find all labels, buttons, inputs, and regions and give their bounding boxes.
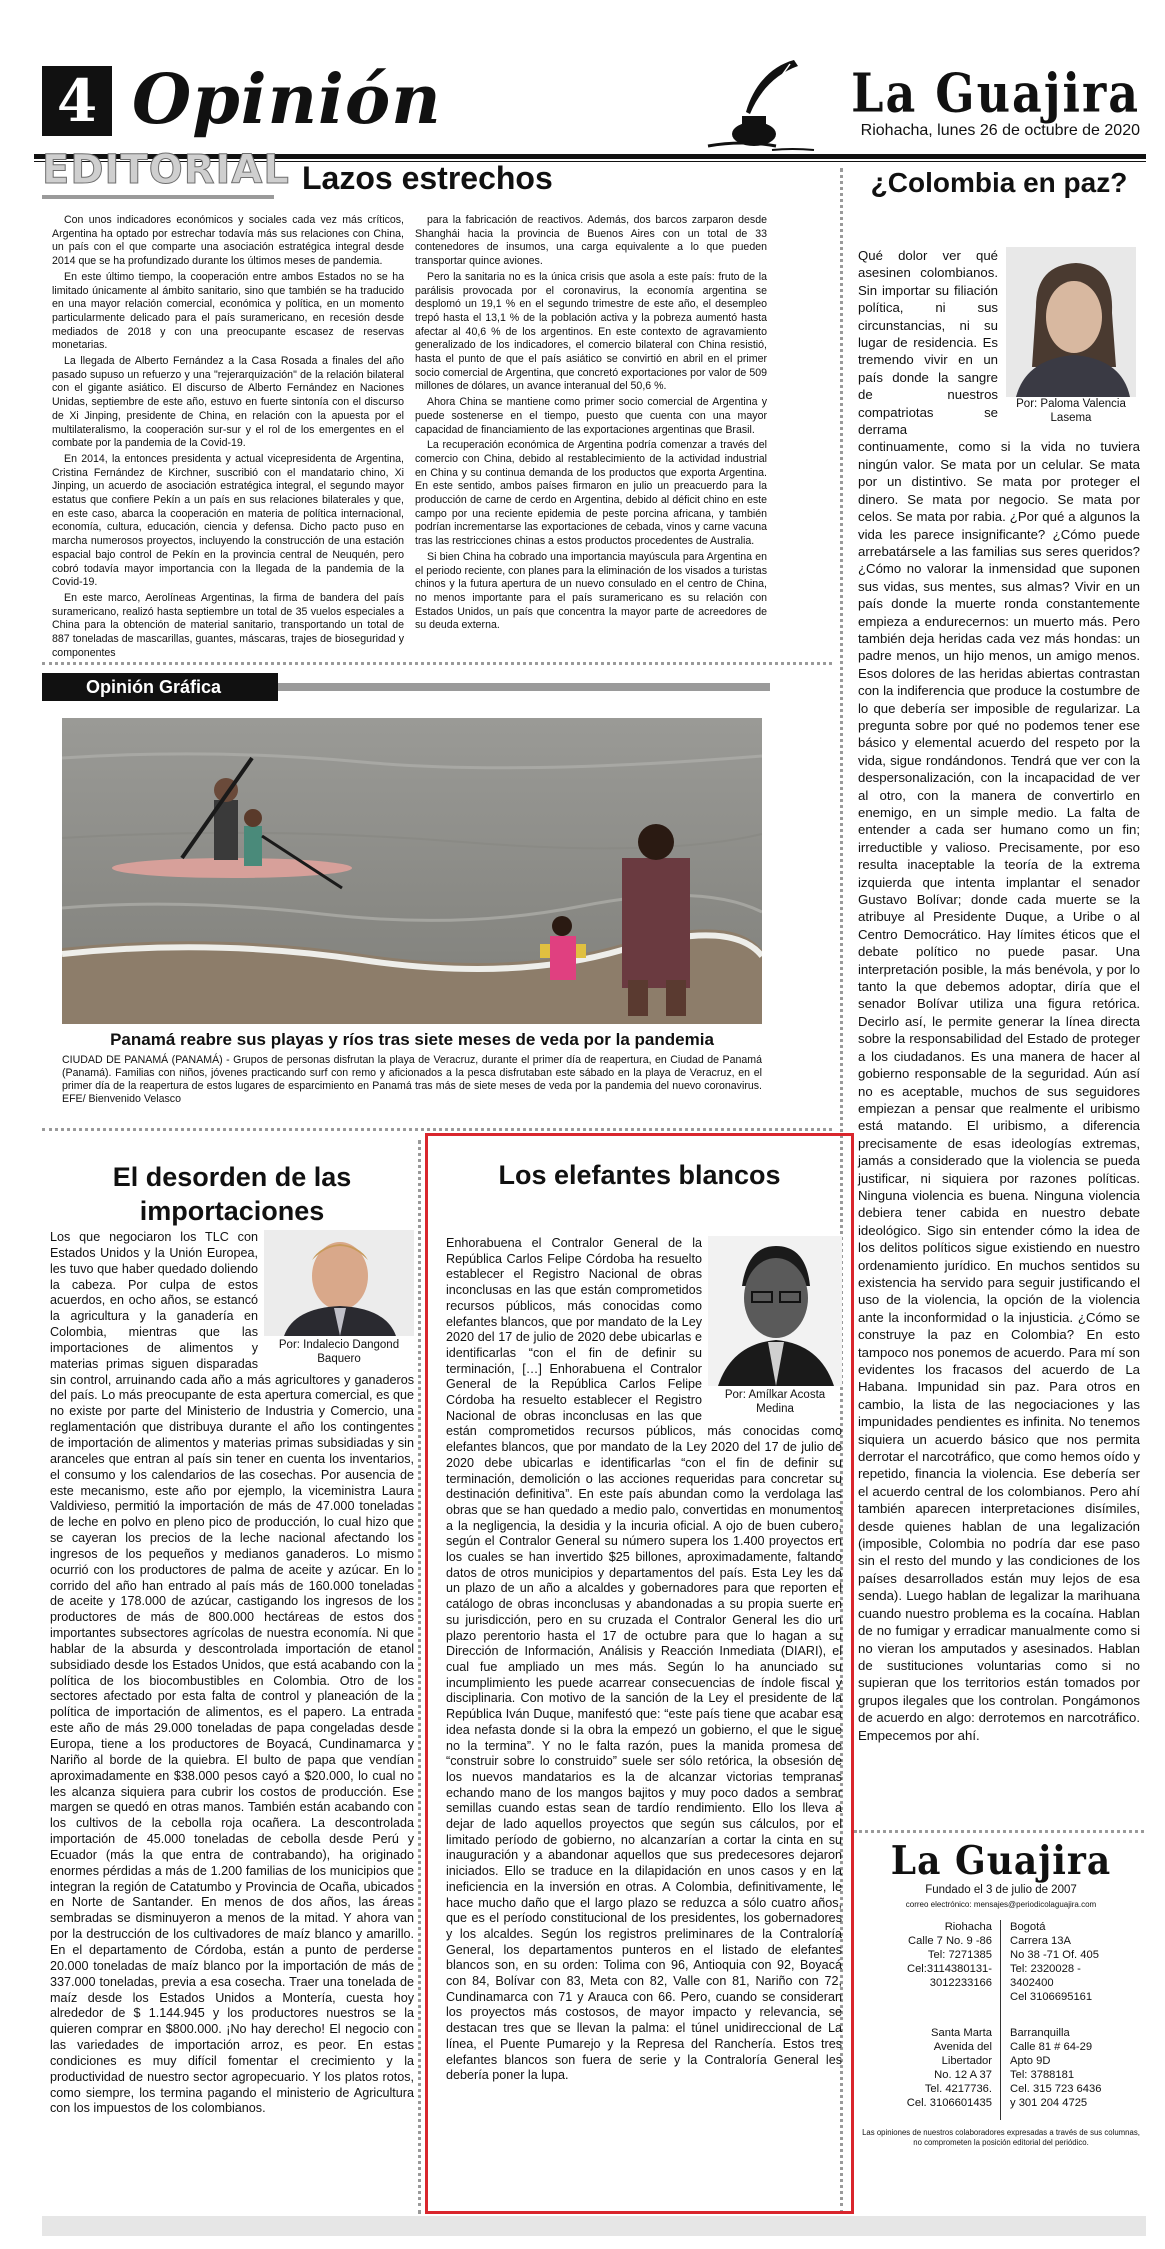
imprint-divider: [1000, 1920, 1001, 2120]
dateline: Riohacha, lunes 26 de octubre de 2020: [860, 122, 1140, 139]
author-photo-block: [708, 1236, 842, 1416]
office-line: Cel. 3106601435: [906, 2097, 992, 2109]
office-line: Tel: 3788181: [1010, 2069, 1075, 2081]
office-line: Cel. 315 723 6436: [1010, 2083, 1102, 2095]
paragraph: para la fabricación de reactivos. Además, dos barcos zarparon desde Shanghái hacia la provincia de Buenos Aires con un total de 33 contenedores de insumos, una carga equivalente a lo que pueden transportar quince aviones.: [415, 214, 767, 268]
office-line: Tel: 7271385: [927, 1949, 992, 1961]
paragraph: En este marco, Aerolíneas Argentinas, la firma de bandera del país suramericano, realizó hasta septiembre un total de 35 vuelos especiales a China para la obtención de material sanitario, transportando un total de 887 toneladas de mascarillas, guantes, máscaras, trajes de bioseguridad y componentes: [52, 591, 404, 659]
imprint-note: Las opiniones de nuestros colaboradores expresadas a través de sus columnas, no comprometen la posición editorial del periódico.: [862, 2128, 1140, 2147]
imprint-founded: Fundado el 3 de julio de 2007: [925, 1884, 1077, 1896]
office-line: No. 12 A 37: [934, 2069, 992, 2081]
colombia-paz-column: [858, 165, 1140, 1743]
office-line: Apto 9D: [1010, 2055, 1051, 2067]
office-line: 3012233166: [929, 1977, 992, 1989]
office-line: Tel. 4217736.: [924, 2083, 992, 2095]
column-body: [446, 1236, 842, 2084]
brand-logo: La Guajira: [851, 62, 1140, 125]
office-line: 3402400: [1010, 1977, 1054, 1989]
paragraph: Pero la sanitaria no es la única crisis que asola a este país: fruto de la parálisis provocada por el coronavirus, la economía argentina se desplomó un 19,1 % en el segundo trimestre de este año, el desempleo trepó hasta el 13,1 % de la población activa y la pobreza aumentó hasta afectar al 40,6 % de los argentinos. En este contexto de agravamiento generalizado de los indicadores, el comercio bilateral con China resistió, hasta el punto de que el país asiático se convirtió en abril en el primer socio comercial de Argentina, que concretó exportaciones por valor de 509 millones de dólares, un avance interanual del 50,6 %.: [415, 270, 767, 393]
column-body: [50, 1230, 414, 2117]
author-photo-block: [1006, 247, 1140, 425]
author-portrait: [264, 1230, 414, 1336]
opinion-grafica-bar: [42, 673, 770, 701]
beach-photo: [62, 718, 762, 1024]
paragraph: Con unos indicadores económicos y sociales cada vez más críticos, Argentina ha optado por estrechar todavía más sus relaciones con China, un país con el que comparte una asociación estratégica integral desde 2014 que se ha profundizado durante los últimos meses de pandemia.: [52, 214, 404, 268]
paragraph: Si bien China ha cobrado una importancia mayúscula para Argentina en el periodo reciente, con planes para la eliminación de los visados a turistas chinos y la futura apertura de un nuevo consulado en el centro de China, no menos importante para el país suramericano es su relación con Estados Unidos, un país que concentra la mayor parte de acreedores de su deuda externa.: [415, 550, 767, 632]
photo-title: Panamá reabre sus playas y ríos tras siete meses de veda por la pandemia: [110, 1030, 714, 1049]
office-line: y 301 204 4725: [1010, 2097, 1088, 2109]
office-city: Riohacha: [944, 1921, 992, 1933]
office-line: Avenida del: [933, 2041, 992, 2053]
column-separator: [418, 1140, 421, 2214]
opinion-grafica-label: Opinión Gráfica: [42, 673, 278, 701]
author-portrait: [708, 1236, 842, 1386]
office-city: Bogotá: [1010, 1921, 1046, 1933]
editorial-label: EDITORIAL: [42, 147, 290, 193]
author-photo-block: [264, 1230, 414, 1366]
author-caption: Por: Paloma Valencia Lasema: [1016, 398, 1126, 424]
author-caption: Por: Amílkar Acosta Medina: [724, 1389, 826, 1415]
office-santa-marta: [860, 2026, 992, 2110]
imprint-offices: [860, 1920, 1142, 2120]
column-text: Qué dolor ver qué asesinen colombianos. Sin importar su filiación política, ni sus circunstancias, ni su lugar de residencia. Es tremendo vivir en un país donde la sangre de nuestros compatriotas se derrama continuamente, como si la vida no tuviera ningún valor. Se mata por un celular. Se mata por un distintivo. Se mata por proteger el dinero. Se mata por negocio. Se mata por celos. Se mata por rabia. ¿Por qué a algunos la vida les parece insignificante? ¿Cómo puede arrebatársele a las familias sus seres queridos? ¿Cómo no valorar la inmensidad que suponen sus vidas, sus mentes, sus almas? Vivir en un país donde la muerte ronda constantemente empieza a endurecernos: un muerto más. Pero también deja heridas cada vez más hondas: un padre menos, un hijo menos, un amigo menos. Esos dolores de las heridas abiertas contrastan con la indiferencia que produce la costumbre de lo que debería ser imposible de regularizar. La pregunta sobre por qué no podemos tener ese básico y elemental acuerdo del respeto por la vida, sigue rondándonos. Tendrá que ver con la despersonalización, con la incapacidad de ver al otro, con la manera de convertirlo en enemigo, en un simple medio. La falta de entender a cada ser humano como un fin; irreductible y valioso. Precisamente, por eso resulta inaceptable la teoría de la extrema izquierda que intenta implantar el senador Gustavo Bolívar; donde cada muerte se la atribuye al Presidente Duque, a Uribe o al Centro Democrático. Hay límites éticos que el debate político no puede pasar. Una interpretación posible, la más benévola, y por lo tanto la que debemos adoptar, diría que el senador Bolívar utiliza una figura retórica. Decirlo así, le permite generar la línea directa sobre la responsabilidad del Estado de proteger a los ciudadanos. Es una manera de hacer al gobierno responsable de la seguridad. Aún así no es aceptable, muchos de sus seguidores empiezan a pensar que realmente el uribismo está matando. El uribismo, a diferencia precisamente de esas ideologías extremas, jamás a considerado que la violencia se pueda justificar, ni siquiera por razones políticas. Ninguna violencia es buena. Ninguna violencia debiera tener cabida en nuestro debate ideológico. Sigo sin entender cómo la idea de los delitos políticos sigue existiendo en nuestro ordenamiento jurídico. En muchos sentidos su existencia ha servido para seguir justificando el uso de la violencia, la opción de la violencia ante la inconformidad o la injusticia. ¿Cómo se construye la paz en Colombia? En esto tampoco nos ponemos de acuerdo. Para mí son evidentes los fracasos del acuerdo de La Habana. Impunidad sin paz. Para otros en cambio, la lista de las negociaciones y las impunidades pendientes es infinita. No tenemos siquiera un acuerdo básico que nos permita derrotar el narcotráfico, que como hemos oído y repetido, financia la violencia. Ese debería ser el acuerdo central de los colombianos. Pero ahí también aparecen interpretaciones disímiles, desde quienes hablan de una legalización (imposible, Colombia no podría dar ese paso sin el resto del mundo y las condiciones de los países desarrollados están muy lejos de esa senda). Luego hablan de legalizar la marihuana cuando nuestro problema es la cocaína. Hablan de no fumigar y erradicar manualmente como si no vieran los amputados y asesinados. Hablan de sustituciones voluntarias como si no supieran que los territorios están tomados por grupos ilegales que los controlan. Pongámonos de acuerdo en algo: derrotemos en narcotráfico. Empecemos por ahí.: [858, 248, 1140, 1743]
importaciones-column: [50, 1160, 414, 2116]
imprint-box: [860, 1837, 1142, 2170]
imprint-brand: La Guajira: [890, 1837, 1112, 1885]
section-separator: [42, 1128, 832, 1131]
column-title: El desorden de las importaciones: [112, 1162, 352, 1226]
office-line: Tel: 2320028 -: [1010, 1963, 1081, 1975]
imprint-email: correo electrónico: mensajes@periodicolaguajira.com: [905, 1900, 1097, 1909]
author-caption: Por: Indalecio Dangond Baquero: [278, 1339, 400, 1365]
office-city: Santa Marta: [931, 2027, 992, 2039]
section-separator: [42, 662, 832, 665]
author-portrait: [1006, 247, 1136, 397]
inkwell-quill-icon: [702, 56, 822, 156]
editorial-underline: [42, 195, 274, 199]
column-text: Enhorabuena el Contralor General de la República Carlos Felipe Córdoba ha resuelto establecer el Registro Nacional de obras inconclusas en las que están comprometidos recursos públicos, más conocidas como elefantes blancos, que por mandato de la Ley 2020 del 17 de julio de 2020 debe ubicarlas e identificarlas “con el fin de definir su terminación, […] Enhorabuena el Contralor General de la República Carlos Felipe Córdoba ha resuelto establecer el Registro Nacional de obras inconclusas en las que están comprometidos recursos públicos, más conocidas como elefantes blancos, que por mandato de la Ley 2020 del 17 de julio de 2020 debe ubicarlas e identificarlas “con el fin de definir su terminación, demolición o las acciones requeridas para concretar su destinación definitiva”. En este país abundan como la verdolaga las obras que se han quedado a medio palo, convertidas en monumentos a la negligencia, la desidia y la incuria oficial. A ojo de buen cubero, según el Contralor General su número supera los 1.400 proyectos en los cuales se han invertido $25 billones, aproximadamente, faltando datos de otros municipios y departamentos del país. Esta Ley les da un plazo de un año a alcaldes y gobernadores para que reporten el catálogo de obras inconclusas y abandonadas a su propia suerte en su jurisdicción, pero en su cruzada el Contralor General les dio un plazo perentorio hasta el 17 de octubre para que lo hagan a su Dirección de Información, Análisis y Reacción Inmediata (DIARI), el cual fue ampliado un mes más. Según lo ha anunciado su incumplimiento les puede acarrear consecuencias de índole fiscal y disciplinaria. Con motivo de la sanción de la Ley el presidente de la República Iván Duque, manifestó que: “este país tiene que acabar esa idea nefasta donde si la obra la empezó un gobierno, el que le sigue no la termina”. Y no le falta razón, pues la manida promesa de “construir sobre lo construido” suele ser sólo retórica, la obsesión de los nuevos mandatarios es la de alcanzar victorias tempranas echando mano de los mangos bajitos y muy poco dados a sembrar semillas cuando estas sean de tardío rendimiento. Ello los lleva a dejar de lado aquellos proyectos que según sus cálculos, por el limitado período de gobierno, no alcanzarían a cortar la cinta en su inauguración y a abandonar aquellos que sus predecesores dejaron iniciados. Ello se traduce en la dilapidación en unos casos y en la ineficiencia en la inversión en otras. A Colombia, definitivamente, le hace mucho daño que el largo plazo se reduzca a sólo cuatro años, que es el período constitucional de los presidentes, los gobernadores y los alcaldes. Según los registros preliminares de la Contraloría General, los departamentos punteros en el listado de elefantes blancos son, en su orden: Tolima con 96, Antioquia con 92, Boyacá con 84, Bolívar con 83, Meta con 82, Valle con 81, Nariño con 72, Cundinamarca con 71 y Arauca con 66. Pero, cuando se consideran los proyectos más costosos, de mayor impacto y relevancia, se destacan tres que se llevan la palma: el túnel unidireccional de La línea, el Puente Pumarejo y la Represa del Ranchería. Estos tres elefantes blancos son fuera de serie y la Contraloría General les debería poner la lupa.: [446, 1236, 842, 2083]
office-city: Barranquilla: [1010, 2027, 1070, 2039]
column-title: Los elefantes blancos: [498, 1160, 781, 1190]
section-title: Opinión: [132, 60, 442, 140]
office-line: Cel 3106695161: [1010, 1991, 1093, 2003]
office-line: No 38 -71 Of. 405: [1010, 1949, 1099, 1961]
masthead: [34, 46, 1146, 154]
office-line: Cel:3114380131-: [906, 1963, 992, 1975]
page-footer-band: [42, 2216, 1146, 2236]
column-text: Los que negociaron los TLC con Estados Unidos y la Unión Europea, les tuvo que haber quedado doliendo la cabeza. Por culpa de estos acuerdos, en ocho años, se estancó la agricultura y la ganadería en Colombia, mientras que las importaciones de alimentos y materias primas siguen disparadas sin control, arruinando cada año a más agricultores y ganaderos del país. Lo más preocupante de esta apertura comercial, es que no existe por parte del Ministerio de Industria y Comercio, una reglamentación que distribuya durante el año los contingentes de importación de alimentos y materias primas subsidiadas y sin aranceles que entran al país sin tener en cuenta los inventarios, el consumo y los calendarios de las cosechas. Por ausencia de este mecanismo, este año por ejemplo, la viceministra Laura Valdivieso, permitió la importación de más de 47.000 toneladas de leche en polvo en pleno pico de producción, lo cual hizo que se cayeran los precios de la leche nacional afectando los ingresos de los pequeños y medianos ganaderos. Lo mismo ocurrió con los productores de palma de aceite y azúcar. En lo corrido del año han entrado al país más de 160.000 toneladas de aceite y 178.000 de azúcar, castigando los ingresos de los productores de más de 800.000 hectáreas de estos dos importantes subsectores agrícolas de nuestra economía. Ni que hablar de la absurda y descontrolada importación de etanol subsidiado desde los Estados Unidos, que está acabando con la política de los biocombustibles en Colombia. Otro de los sectores afectado por esta falta de control y planeación de la política de importación de alimentos, es el papero. La entrada este año de más 29.000 toneladas de papa congeladas desde Europa, tiene a los productores de Boyacá, Cundinamarca y Nariño al borde de la quiebra. El bulto de papa que vendían aproximadamente en $38.000 pesos cayó a $20.000, lo cual no les alcanza siquiera para cubrir los costos de producción. Ese margen se quedó en otras manos. También están acabando con los cultivos de la cebolla roja ocañera. La descontrolada importación de 45.000 toneladas de cebolla desde Perú y Ecuador (más la que entra de contrabando), ha originado enormes pérdidas a más de 1.200 familias de los municipios que integran la región de Catatumbo y Provincia de Ocaña, ubicados en Norte de Santander. En menos de dos años, las áreas sembradas se disminuyeron a menos de la mitad. Y ahora van por la destrucción de los cultivadores de maíz blanco y amarillo. En el departamento de Córdoba, están a punto de perderse 20.000 toneladas de maíz blanco por la importación de más de 337.000 toneladas, previa a esa cosecha. Traer una tonelada de maíz desde los Estados Unidos a Montería, cuesta hoy alrededor de $ 1.144.945 y los productores nuestros se la quieren comprar en $800.000. ¡No hay derecho! El negocio con las variedades de importación arroz, es peor. En estas condiciones es muy difícil fomentar el crecimiento y la productividad de nuestro sector agropecuario. Y los platos rotos, como siempre, los termina pagando el ministerio de Agricultura con los impuestos de los colombianos.: [50, 1230, 414, 2116]
editorial-column-2: [415, 214, 767, 635]
office-bogota: [1010, 1920, 1142, 2004]
paragraph: La llegada de Alberto Fernández a la Casa Rosada a finales del año pasado supuso un refuerzo y una "rejerarquización" de la relación bilateral con el gigante asiático. El discurso de Alberto Fernández en Naciones Unidas, septiembre de este año, estuvo en fuerte sintonía con el discurso de Xi Jinping, presidente de China, en relación con la apuesta por el multilateralismo, la cooperación sur-sur y el rol de los emergentes en el combate por la pandemia de la Covid-19.: [52, 355, 404, 450]
office-line: Calle 7 No. 9 -86: [908, 1935, 992, 1947]
office-line: Carrera 13A: [1010, 1935, 1071, 1947]
photo-caption: CIUDAD DE PANAMÁ (PANAMÁ) - Grupos de personas disfrutan la playa de Veracruz, durante el primer día de reapertura, en Ciudad de Panamá (Panamá). Familias con niños, jóvenes practicando surf con remo y aficionados a la pesca disfrutaban este sábado en la playa de Veracruz, en el primer día de la reapertura de estos lugares de esparcimiento en Panamá tras más de siete meses de veda por la pandemia del nuevo coronavirus. EFE/ Bienvenido Velasco: [62, 1054, 762, 1105]
elefantes-box: [425, 1133, 854, 2214]
opinion-grafica-rule: [278, 683, 770, 691]
column-title: ¿Colombia en paz?: [870, 167, 1128, 198]
office-barranquilla: [1010, 2026, 1142, 2110]
column-body: [858, 247, 1140, 1744]
section-separator: [854, 1830, 1144, 1833]
editorial-title: Lazos estrechos: [302, 160, 553, 196]
page-number: 4: [42, 66, 112, 136]
editorial-column-1: [52, 214, 404, 663]
office-riohacha: [860, 1920, 992, 1990]
paragraph: Ahora China se mantiene como primer socio comercial de Argentina y puede sostenerse en el tiempo, puesto que cuenta con una mayor capacidad de financiamiento de las exportaciones argentinas que Brasil.: [415, 396, 767, 436]
paragraph: En 2014, la entonces presidenta y actual vicepresidenta de Argentina, Cristina Fernández de Kirchner, suscribió con el mandatario chino, Xi Jinping, un acuerdo de asociación estratégica integral, el segundo mayor estatus que confiere Pekín a un país en sus relaciones bilaterales y que, en este caso, abarca la cooperación en materia de política internacional, economía, cultura, educación, ciencia y defensa. Dicho pacto puso en marcha numerosos proyectos, incluyendo la construcción de una estación espacial bajo control de Pekín en la provincia central de Neuquén, pero cobró todavía mayor importancia con la llegada de la pandemia de la Covid-19.: [52, 452, 404, 589]
office-line: Libertador: [941, 2055, 992, 2067]
paragraph: La recuperación económica de Argentina podría comenzar a través del comercio con China, debido al restablecimiento de la actividad industrial en China y su continua demanda de los productos que exporta Argentina. En este sentido, ambos países firmaron en julio un preacuerdo para la producción de carne de cerdo en Argentina, debido al déficit chino en este campo por una reciente epidemia de peste porcina africana, y también podrían incrementarse las exportaciones de cebada, vinos y carne vacuna tras las restricciones chinas a estos productos procedentes de Australia.: [415, 439, 767, 548]
office-line: Calle 81 # 64-29: [1010, 2041, 1093, 2053]
paragraph: En este último tiempo, la cooperación entre ambos Estados no se ha limitado únicamente al ámbito sanitario, sino que también se ha traducido en una mayor relación comercial, económica y política, en un momento particularmente delicado para el país suramericano, en recesión desde mediados de 2018 y con una preocupante escasez de reservas monetarias.: [52, 270, 404, 352]
